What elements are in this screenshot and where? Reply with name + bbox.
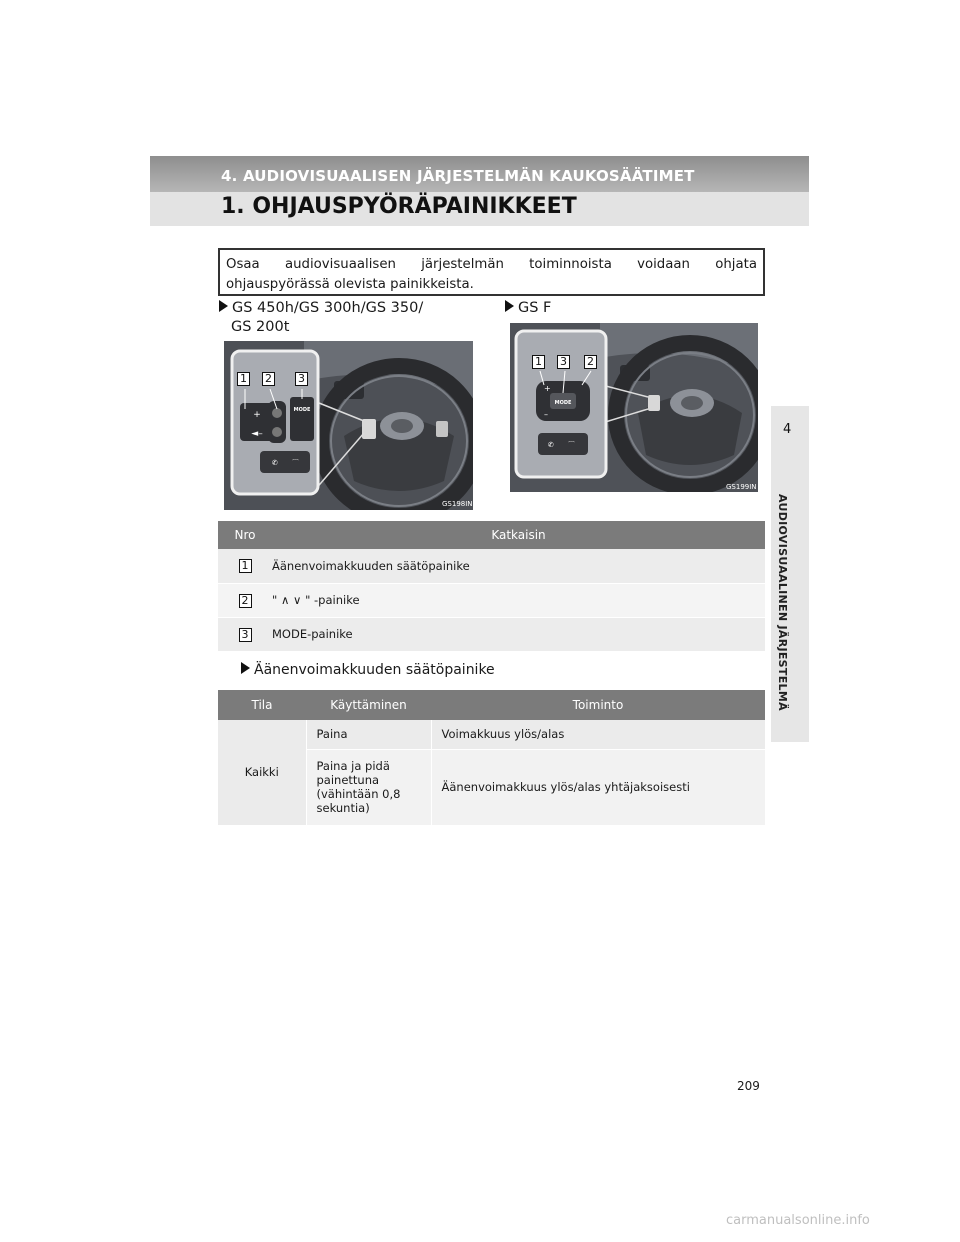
svg-text:+: + bbox=[253, 410, 261, 420]
intro-box: Osaa audiovisuaalisen järjestelmän toiminnoista voidaan ohjata ohjauspyörässä olevista painikkeista. bbox=[218, 248, 765, 296]
svg-text:✆: ✆ bbox=[272, 459, 278, 467]
column-header-nro: Nro bbox=[218, 521, 272, 549]
variant-label-gsf bbox=[505, 299, 551, 318]
button-table bbox=[218, 521, 765, 652]
sub-heading bbox=[241, 662, 495, 678]
operation-line: (vähintään 0,8 bbox=[316, 787, 401, 801]
section-title: 1. OHJAUSPYÖRÄPAINIKKEET bbox=[221, 194, 577, 219]
svg-text:MODE: MODE bbox=[554, 400, 572, 406]
callout-label: 1 bbox=[532, 355, 545, 369]
column-header-function: Toiminto bbox=[431, 690, 765, 720]
svg-text:⌒: ⌒ bbox=[568, 441, 575, 449]
variant-label-line: GS F bbox=[518, 300, 552, 316]
operation-cell bbox=[306, 749, 431, 825]
column-header-operation: Käyttäminen bbox=[306, 690, 431, 720]
callout-label: 1 bbox=[237, 372, 250, 386]
svg-text:MODE: MODE bbox=[293, 407, 311, 413]
switch-name: " ∧ ∨ " -painike bbox=[272, 583, 765, 617]
table-header-row bbox=[218, 521, 765, 549]
row-number: 2 bbox=[239, 594, 252, 608]
svg-text:+: + bbox=[544, 384, 551, 393]
callout-label: 2 bbox=[584, 355, 597, 369]
callout-label: 2 bbox=[262, 372, 275, 386]
svg-text:–: – bbox=[544, 410, 548, 419]
image-code: GS198IN bbox=[442, 500, 473, 508]
steering-wheel-photo-gs bbox=[224, 341, 473, 510]
variant-label-line: GS 450h/GS 300h/GS 350/ bbox=[232, 300, 424, 316]
table-row bbox=[218, 549, 765, 583]
row-number-cell bbox=[218, 617, 272, 651]
table-header-row bbox=[218, 690, 765, 720]
mode-cell: Kaikki bbox=[218, 720, 306, 825]
operation-line: painettuna bbox=[316, 773, 380, 787]
operation-cell: Paina bbox=[306, 720, 431, 749]
svg-text:⌒: ⌒ bbox=[292, 459, 299, 467]
page-number: 209 bbox=[737, 1079, 760, 1093]
side-tab-number: 4 bbox=[783, 422, 792, 437]
switch-name: Äänenvoimakkuuden säätöpainike bbox=[272, 549, 765, 583]
watermark[interactable]: carmanualsonline.info bbox=[726, 1213, 870, 1228]
operation-line: sekuntia) bbox=[316, 801, 370, 815]
svg-text:✆: ✆ bbox=[548, 441, 554, 449]
row-number: 3 bbox=[239, 628, 252, 642]
image-code: GS199IN bbox=[726, 483, 757, 491]
arrow-bullet-icon bbox=[241, 662, 250, 674]
variant-label-line: GS 200t bbox=[231, 319, 290, 335]
row-number-cell bbox=[218, 583, 272, 617]
callout-label: 3 bbox=[295, 372, 308, 386]
column-header-switch: Katkaisin bbox=[272, 521, 765, 549]
function-cell: Voimakkuus ylös/alas bbox=[431, 720, 765, 749]
svg-text:◄–: ◄– bbox=[251, 429, 263, 439]
arrow-bullet-icon bbox=[219, 300, 228, 312]
sub-heading-text: Äänenvoimakkuuden säätöpainike bbox=[254, 662, 495, 678]
row-number: 1 bbox=[239, 559, 252, 573]
row-number-cell bbox=[218, 549, 272, 583]
table-row bbox=[218, 617, 765, 651]
switch-name: MODE-painike bbox=[272, 617, 765, 651]
side-tab-label: AUDIOVISUAALINEN JÄRJESTELMÄ bbox=[776, 494, 789, 711]
table-row bbox=[218, 583, 765, 617]
steering-wheel-photo-gsf bbox=[510, 323, 758, 492]
chapter-title: 4. AUDIOVISUAALISEN JÄRJESTELMÄN KAUKOSÄÄTIMET bbox=[221, 167, 695, 185]
callout-label: 3 bbox=[557, 355, 570, 369]
table-row bbox=[218, 720, 765, 749]
volume-table bbox=[218, 690, 765, 826]
variant-label-gs bbox=[219, 299, 423, 337]
operation-line: Paina ja pidä bbox=[316, 759, 390, 773]
arrow-bullet-icon bbox=[505, 300, 514, 312]
column-header-mode: Tila bbox=[218, 690, 306, 720]
function-cell: Äänenvoimakkuus ylös/alas yhtäjaksoisesti bbox=[431, 749, 765, 825]
